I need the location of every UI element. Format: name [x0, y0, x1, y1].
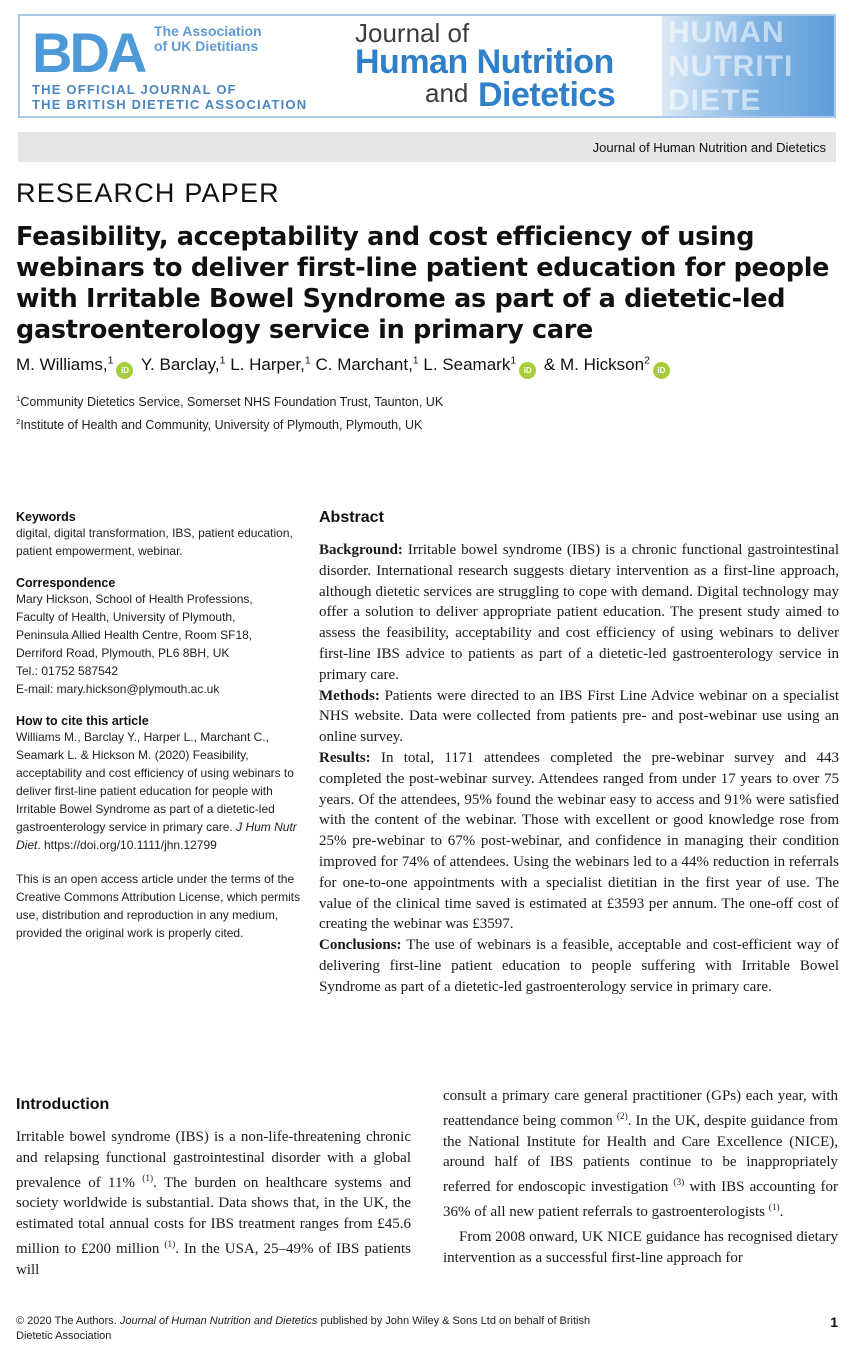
- abstract-background: Background: Irritable bowel syndrome (IBS) is a chronic functional gastrointestinal disorder. International research suggests dietary intervention as a first-line approach, although dietetic services are struggling to cope with demand. Digital technology may offer a solution to deliver appropriate patient education. The present study aimed to assess the feasibility, acceptability and cost efficiency of using webinars to deliver first-line IBS advice to patients as part of a dietetic-led gastroenterology service in primary care.: [319, 542, 839, 683]
- license-block: [16, 870, 301, 942]
- journal-title-dietetics: Dietetics: [478, 76, 616, 114]
- keywords-heading: Keywords: [16, 510, 76, 524]
- correspondence-email[interactable]: E-mail: mary.hickson@plymouth.ac.uk: [16, 682, 220, 696]
- bda-official-journal: [32, 82, 332, 112]
- introduction-paragraph: From 2008 onward, UK NICE guidance has recognised dietary intervention as a successful first-line approach for: [443, 1228, 838, 1266]
- correspondence-line: Peninsula Allied Health Centre, Room SF18,: [16, 628, 253, 642]
- citation-doi[interactable]: . https://doi.org/10.1111/jhn.12799: [37, 838, 217, 852]
- citation-block: [16, 714, 301, 854]
- reference-link[interactable]: (1): [142, 1173, 154, 1184]
- bda-logo-text: BDA: [32, 24, 145, 80]
- license-text: This is an open access article under the terms of the Creative Commons Attribution License, which permits use, distribution and reproduction in any medium, provided the original work is properly cited.: [16, 872, 301, 940]
- author-list: [16, 354, 836, 379]
- abstract-heading: Abstract: [319, 509, 384, 526]
- correspondence-line: Derriford Road, Plymouth, PL6 8BH, UK: [16, 646, 230, 660]
- journal-name-strip-text: Journal of Human Nutrition and Dietetics: [592, 140, 826, 155]
- correspondence-block: [16, 576, 301, 698]
- cover-art-word: DIETE: [668, 84, 762, 117]
- article-title: Feasibility, acceptability and cost efficiency of using webinars to deliver first-line patient education for people with Irritable Bowel Syndrome as part of a dietetic-led gastroenterology service in primary care: [16, 222, 830, 345]
- abstract-results: Results: In total, 1171 attendees completed the pre-webinar survey and 443 completed the post-webinar survey. Attendees ranged from under 17 years to over 75 years. Of the attendees, 95% found the webinar easy to access and 91% were satisfied with the content of the webinar. Those with excellent or good knowledge rose from 25% pre-webinar to 67% post-webinar, and confidence in managing their condition improved for 74% of attendees. Using the webinars led to a 44% reduction in referrals for one-to-one appointments with a specialist dietitian in the first year of use. The value of the clinical time saved is estimated at £3593 per annum. The one-off cost of creating the webinar was £3597.: [319, 749, 839, 933]
- introduction-paragraph: Irritable bowel syndrome (IBS) is a non-life-threatening chronic and relapsing functional gastrointestinal disorder with a global prevalence of 11% $^{(1)}$. The burden on healthcare systems and society worldwide is substantial. Data shows that, in the UK, the estimated total annual costs for IBS treatment ranges from £45.6 million to £200 million $^{(1)}$. In the USA, 25–49% of IBS patients will: [16, 1129, 411, 1278]
- reference-link[interactable]: (2): [616, 1111, 628, 1122]
- journal-title-and: and: [425, 78, 469, 108]
- citation-journal: J Hum Nutr Diet: [16, 820, 297, 852]
- author[interactable]: C. Marchant,$^1$: [315, 354, 419, 374]
- reference-link[interactable]: (1): [164, 1239, 176, 1250]
- keywords-text: digital, digital transformation, IBS, patient education, patient empowerment, webinar.: [16, 526, 293, 558]
- introduction-heading: Introduction: [16, 1096, 110, 1113]
- introduction-paragraph: consult a primary care general practitioner (GPs) each year, with reattendance being common $^{(2)}$. In the UK, despite guidance from the National Institute for Health and Care Excellence (NICE), around half of IBS patients continue to be inappropriately referred for endoscopic investigation $^{(3)}$ with IBS accounting for 36% of all new patient referrals to gastroenterologists $^{(1)}$.: [443, 1088, 838, 1220]
- cover-art-word: HUMAN: [668, 16, 785, 49]
- article-sidebar: [16, 510, 301, 958]
- author[interactable]: L. Harper,$^1$: [230, 354, 311, 374]
- journal-cover-art: [662, 16, 836, 118]
- orcid-icon[interactable]: iD: [653, 362, 670, 379]
- section-label: RESEARCH PAPER: [16, 178, 280, 208]
- author[interactable]: & M. Hickson$^2$: [543, 354, 650, 374]
- reference-link[interactable]: (3): [673, 1178, 685, 1189]
- orcid-icon[interactable]: iD: [116, 362, 133, 379]
- author[interactable]: L. Seamark$^1$: [423, 354, 517, 374]
- citation-text: Williams M., Barclay Y., Harper L., Marchant C., Seamark L. & Hickson M. (2020) Feasibility, acceptability and cost efficiency of using webinars to deliver first-line patient education for people with Irritable Bowel Syndrome as part of a dietetic-led gastroenterology service in primary care. J Hum Nutr Diet. https://doi.org/10.1111/jhn.12799: [16, 730, 297, 852]
- abstract-methods: Methods: Patients were directed to an IBS First Line Advice webinar on a specialist NHS website. Data were collected from patients pre- and post-webinar use using an online survey.: [319, 687, 839, 746]
- bda-association-name: The Association of UK Dietitians: [154, 23, 262, 54]
- page-number: 1: [830, 1314, 838, 1330]
- affiliations: [16, 389, 616, 435]
- citation-heading: How to cite this article: [16, 714, 149, 728]
- keywords-block: [16, 510, 301, 560]
- affiliation: $^1$Community Dietetics Service, Somerset NHS Foundation Trust, Taunton, UK: [16, 394, 444, 410]
- correspondence-heading: Correspondence: [16, 576, 116, 590]
- bda-official-line2: THE BRITISH DIETETIC ASSOCIATION: [32, 97, 308, 112]
- journal-banner: [18, 14, 836, 118]
- introduction-column-right: [443, 1086, 838, 1268]
- orcid-icon[interactable]: iD: [519, 362, 536, 379]
- cover-art-word: NUTRITI: [668, 50, 794, 83]
- bda-official-line1: THE OFFICIAL JOURNAL OF: [32, 82, 237, 97]
- correspondence-line: Mary Hickson, School of Health Professions,: [16, 592, 253, 606]
- reference-link[interactable]: (1): [768, 1202, 780, 1213]
- journal-title-of: Journal of: [355, 18, 470, 48]
- author[interactable]: M. Williams,$^1$: [16, 354, 114, 374]
- abstract-conclusions: Conclusions: The use of webinars is a feasible, acceptable and cost-efficient way of delivering first-line patient education to people suffering with Irritable Bowel Syndrome as part of a dietetic-led gastroenterology service in primary care.: [319, 937, 839, 995]
- affiliation: $^2$Institute of Health and Community, University of Plymouth, Plymouth, UK: [16, 417, 423, 433]
- correspondence-line: Tel.: 01752 587542: [16, 664, 119, 678]
- author[interactable]: Y. Barclay,$^1$: [140, 354, 226, 374]
- copyright-notice: © 2020 The Authors. Journal of Human Nutrition and Dietetics published by John Wiley & Sons Ltd on behalf of British Dietetic Association: [16, 1315, 591, 1342]
- introduction-column-left: [16, 1127, 411, 1281]
- abstract: [319, 509, 839, 998]
- journal-title-human-nutrition: Human Nutrition: [355, 43, 614, 81]
- bda-logo: [32, 24, 150, 80]
- correspondence-line: Faculty of Health, University of Plymouth,: [16, 610, 236, 624]
- journal-name-strip: [18, 132, 836, 162]
